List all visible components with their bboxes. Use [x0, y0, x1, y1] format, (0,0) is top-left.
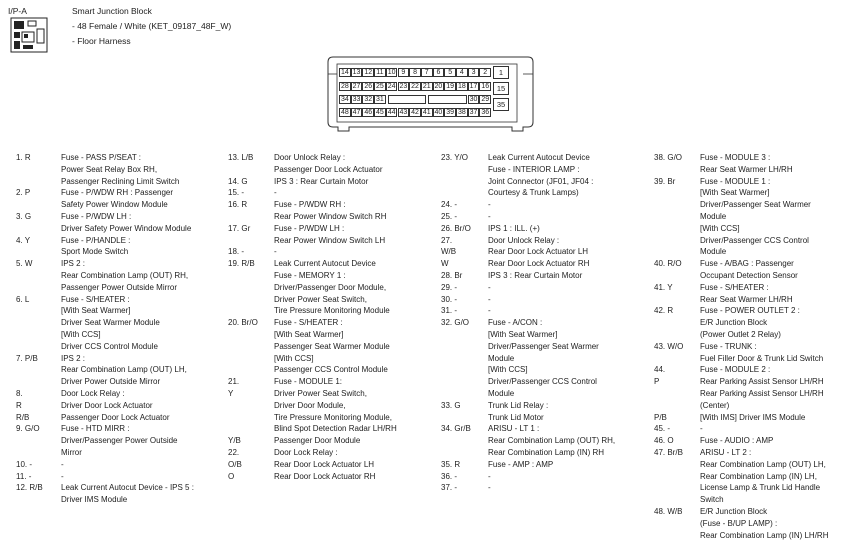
pin-description-line: Rear Power Window Switch LH [274, 235, 386, 245]
pin-description-line: Fuse - POWER OUTLET 2 : [700, 306, 800, 316]
pin-number: 26. Br/O [441, 223, 471, 233]
pin-description-line: Fuse - S/HEATER : [700, 282, 769, 292]
pin-description-line: Rear Door Lock Actuator RH [274, 471, 376, 481]
pin-description-line: Power Seat Relay Box RH, [61, 164, 158, 174]
pin-number: 24. - [441, 200, 458, 210]
connector-pin: 9 [398, 68, 410, 77]
pin-description-line: Driver IMS Module [61, 495, 128, 505]
pin-number: 42. R [654, 306, 674, 316]
pin-number: 27. [441, 235, 453, 245]
pin-description-line: - [488, 282, 491, 292]
pin-description-line: Rear Combination Lamp (OUT) RH, [488, 436, 616, 446]
pin-description-line: Rear Combination Lamp (IN) LH, [700, 471, 817, 481]
pin-description-line: - [700, 424, 703, 434]
pin-number: 19. R/B [228, 259, 255, 269]
pin-number: Y/B [228, 436, 241, 446]
pin-description-line: Fuel Filler Door & Trunk Lid Switch [700, 353, 824, 363]
pin-description-line: Fuse - P/WDW LH : [61, 212, 132, 221]
pin-number: 30. - [441, 294, 458, 304]
pin-number: 11. - [16, 471, 32, 481]
pin-description-line: [With IMS] Driver IMS Module [700, 412, 806, 422]
pin-description-line: [With Seat Warmer] [700, 188, 770, 198]
pin-description-line: [With CCS] [700, 223, 740, 233]
pin-description-line: Switch [700, 495, 724, 505]
pin-description-line: IPS 3 : Rear Curtain Motor [274, 176, 369, 186]
pin-description-line: IPS 2 : [61, 259, 86, 269]
connector-pin: 41 [422, 109, 431, 116]
pin-number: O/B [228, 459, 242, 469]
pin-number: 35. R [441, 459, 461, 469]
connector-pin: 28 [340, 83, 349, 90]
pin-number: 31. - [441, 306, 458, 316]
connector-pin: 34 [340, 96, 349, 103]
pin-number: 43. W/O [654, 341, 684, 351]
pin-description-line: Rear Power Window Switch RH [274, 212, 387, 221]
pin-description-line: Mirror [61, 448, 82, 457]
pin-number: 6. L [16, 294, 30, 304]
connector-pin: 38 [457, 109, 466, 116]
connector-pin-large: 35 [493, 98, 509, 111]
pin-number: 37. - [441, 483, 458, 493]
connector-pin-large: 1 [493, 66, 509, 79]
pin-number: R [16, 400, 22, 410]
connector-pin: 40 [434, 109, 443, 116]
pin-description-line: Leak Current Autocut Device [488, 153, 590, 162]
pin-number: 40. R/O [654, 259, 682, 269]
connector-title: Smart Junction Block [72, 6, 152, 16]
connector-pin: 37 [469, 109, 478, 116]
pin-number: 22. [228, 448, 240, 457]
pin-description-line: Passenger Door Module [274, 436, 361, 446]
pin-description-line: Driver/Passenger Seat Warmer [488, 341, 599, 351]
pin-number: 17. Gr [228, 223, 251, 233]
pin-description-line: Fuse - S/HEATER : [61, 294, 130, 304]
connector-pin: 4 [456, 68, 468, 77]
pin-description-line: Rear Seat Warmer LH/RH [700, 164, 793, 174]
pin-description-line: Fuse - MODULE 1: [274, 377, 343, 387]
pin-description-line: E/R Junction Block [700, 507, 768, 516]
pin-description-line: Driver Door Lock Actuator [61, 400, 153, 410]
pin-description-line: Courtesy & Trunk Lamps) [488, 188, 579, 198]
pin-description-line: ARISU - LT 1 : [488, 424, 540, 434]
connector-pin: 2 [479, 68, 491, 77]
connector-pin: 23 [399, 83, 408, 90]
connector-pin: 16 [481, 83, 490, 90]
pin-number: Y [228, 389, 234, 398]
pin-description-line: Module [488, 353, 515, 363]
connector-pin: 5 [444, 68, 456, 77]
connector-pin: 44 [387, 109, 396, 116]
pin-description-line: Rear Door Lock Actuator LH [488, 247, 589, 257]
pin-description-line: Driver/Passenger CCS Control [700, 235, 809, 245]
pin-description-line: Driver/Passenger Power Outside [61, 436, 178, 446]
pin-description-line: Driver Power Seat Switch, [274, 389, 367, 398]
pin-description-line: Fuse - MODULE 2 : [700, 365, 771, 375]
pin-description-line: Rear Combination Lamp (OUT) LH, [700, 459, 826, 469]
connector-pin: 22 [411, 83, 419, 90]
pin-description-line: [With Seat Warmer] [488, 330, 558, 339]
pin-number: 33. G [441, 400, 461, 410]
pin-number: 25. - [441, 212, 458, 221]
pin-description-line: IPS 2 : [61, 353, 86, 363]
connector-pin-large: 15 [493, 82, 509, 95]
pin-description-line: Driver Seat Warmer Module [61, 318, 160, 328]
harness-name: - Floor Harness [72, 36, 131, 46]
pin-number: 4. Y [16, 235, 31, 245]
location-thumbnail-icon [10, 17, 48, 53]
pin-number: 47. Br/B [654, 448, 683, 457]
pin-description-line: Fuse - P/WDW RH : Passenger [61, 188, 174, 198]
pin-number: 44. [654, 365, 666, 375]
pin-description-line: Joint Connector (JF01, JF04 : [488, 176, 594, 186]
connector-pin: 32 [364, 96, 373, 103]
connector-pin: 13 [352, 69, 361, 76]
pin-description-line: Passenger CCS Control Module [274, 365, 388, 375]
connector-pin: 30 [469, 96, 478, 103]
pin-number: 28. Br [441, 271, 463, 280]
pin-description-line: Fuse - P/WDW RH : [274, 200, 346, 210]
pin-description-line: Fuse - A/CON : [488, 318, 543, 328]
pin-number: 2. P [16, 188, 31, 198]
pin-description-line: Fuse - P/HANDLE : [61, 235, 131, 245]
pin-description-line: Fuse - TRUNK : [700, 341, 757, 351]
connector-face-diagram [327, 56, 534, 132]
connector-pin: 48 [340, 109, 349, 116]
pin-description-line: - [61, 471, 64, 481]
pin-number: 21. [228, 377, 240, 387]
pin-description-line: [With CCS] [274, 353, 314, 363]
pin-description-line: Rear Parking Assist Sensor LH/RH [700, 377, 824, 387]
connector-pin: 11 [374, 68, 386, 77]
connector-pin: 33 [352, 96, 361, 103]
connector-blank-slot [388, 95, 427, 104]
pin-description-line: Passenger Seat Warmer Module [274, 341, 390, 351]
pin-number: 16. R [228, 200, 248, 210]
pin-description-line: E/R Junction Block [700, 318, 768, 328]
pin-description-line: Rear Door Lock Actuator RH [488, 259, 590, 269]
connector-pin: 18 [457, 83, 466, 90]
connector-blank-slot [428, 95, 467, 104]
pin-description-line: Passenger Power Outside Mirror [61, 282, 178, 292]
connector-pin: 24 [387, 83, 396, 90]
connector-pin: 7 [421, 68, 433, 77]
connector-pin: 6 [433, 68, 445, 77]
pin-description-line: Trunk Lid Motor [488, 412, 544, 422]
pin-description-line: Driver CCS Control Module [61, 341, 158, 351]
pin-description-line: Door Unlock Relay : [274, 153, 346, 162]
pin-description-line: IPS 3 : Rear Curtain Motor [488, 271, 583, 280]
pin-number: 8. [16, 389, 23, 398]
connector-pin: 26 [364, 83, 373, 90]
pin-description-line: Fuse - AMP : AMP [488, 459, 554, 469]
pin-description-line: Rear Combination Lamp (IN) LH/RH [700, 530, 829, 540]
pin-description-line: (Fuse - B/UP LAMP) : [700, 518, 778, 528]
pin-description-line: Fuse - MODULE 3 : [700, 153, 771, 162]
pin-description-line: Driver Power Seat Switch, [274, 294, 367, 304]
pin-description-line: - [488, 471, 491, 481]
pin-description-line: Leak Current Autocut Device - IPS 5 : [61, 483, 194, 493]
pin-number: 1. R [16, 153, 31, 162]
connector-pin: 3 [468, 68, 480, 77]
pin-description-line: ARISU - LT 2 : [700, 448, 752, 457]
pin-number: 23. Y/O [441, 153, 468, 162]
pin-description-line: IPS 1 : ILL. (+) [488, 223, 540, 233]
pin-description-line: Safety Power Window Module [61, 200, 168, 210]
pin-number: P [654, 377, 660, 387]
pin-description-line: - [488, 306, 491, 316]
connector-pin: 14 [340, 69, 349, 76]
pin-description-line: Fuse - P/WDW LH : [274, 223, 345, 233]
pin-description-line: [With Seat Warmer] [274, 330, 344, 339]
pin-description-line: Module [488, 389, 515, 398]
pin-description-line: [With CCS] [488, 365, 528, 375]
pin-description-line: Driver Safety Power Window Module [61, 223, 192, 233]
pin-description-line: Driver/Passenger Door Module, [274, 282, 387, 292]
pin-description-line: Driver/Passenger CCS Control [488, 377, 597, 387]
pin-description-line: Leak Current Autocut Device [274, 259, 376, 269]
pin-number: 20. Br/O [228, 318, 258, 328]
pin-description-line: Passenger Door Lock Actuator [274, 164, 383, 174]
pin-number: 18. - [228, 247, 245, 257]
connector-pin: 39 [446, 109, 455, 116]
connector-pin: 46 [364, 109, 373, 116]
pin-number: 39. Br [654, 176, 676, 186]
pin-number: 48. W/B [654, 507, 683, 516]
pin-number: W [441, 259, 449, 269]
pin-number: 46. O [654, 436, 674, 446]
pin-description-line: (Center) [700, 400, 730, 410]
pin-description-line: Driver/Passenger Seat Warmer [700, 200, 811, 210]
pin-description-line: - [488, 212, 491, 221]
pin-description-line: Passenger Reclining Limit Switch [61, 176, 180, 186]
connector-pin: 20 [434, 83, 443, 90]
pin-number: 34. Gr/B [441, 424, 471, 434]
connector-pin: 31 [376, 96, 384, 103]
connector-pin: 17 [469, 83, 478, 90]
pin-number: R/B [16, 412, 30, 422]
pin-description-line: Driver Door Module, [274, 400, 346, 410]
pin-description-line: Rear Seat Warmer LH/RH [700, 294, 793, 304]
pin-description-line: Fuse - S/HEATER : [274, 318, 343, 328]
pin-description-line: Module [700, 247, 727, 257]
connector-pin: 47 [352, 109, 361, 116]
pin-number: W/B [441, 247, 457, 257]
pin-number: 15. - [228, 188, 245, 198]
connector-pin: 8 [409, 68, 421, 77]
connector-pin: 43 [399, 109, 408, 116]
pin-description-line: [With Seat Warmer] [61, 306, 131, 316]
pin-description-line: - [274, 188, 277, 198]
pin-number: 41. Y [654, 282, 673, 292]
pin-description-line: Fuse - PASS P/SEAT : [61, 153, 142, 162]
pin-number: O [228, 471, 235, 481]
connector-spec: - 48 Female / White (KET_09187_48F_W) [72, 21, 232, 31]
pin-description-line: Passenger Door Lock Actuator [61, 412, 170, 422]
connector-code: I/P-A [8, 6, 27, 16]
pin-description-line: Sport Mode Switch [61, 247, 129, 257]
connector-pin: 25 [376, 83, 384, 90]
pin-number: 5. W [16, 259, 33, 269]
pin-description-line: Fuse - INTERIOR LAMP : [488, 164, 580, 174]
pin-description-line: Door Lock Relay : [61, 389, 125, 398]
pin-description-line: Tire Pressure Monitoring Module [274, 306, 390, 316]
pin-description-line: Door Lock Relay : [274, 448, 338, 457]
pin-description-line: Module [700, 212, 727, 221]
pin-description-line: Fuse - A/BAG : Passenger [700, 259, 794, 269]
connector-pin: 21 [422, 83, 431, 90]
pin-description-line: Fuse - AUDIO : AMP [700, 436, 774, 446]
pin-number: 32. G/O [441, 318, 470, 328]
pin-number: 10. - [16, 459, 33, 469]
pin-description-line: [With CCS] [61, 330, 101, 339]
pin-number: 36. - [441, 471, 458, 481]
connector-pin: 12 [364, 69, 373, 76]
pin-number: 12. R/B [16, 483, 43, 493]
pin-description-line: Trunk Lid Relay : [488, 400, 549, 410]
pin-description-line: - [488, 294, 491, 304]
pin-number: 7. P/B [16, 353, 38, 363]
connector-pin: 45 [376, 109, 384, 116]
pin-number: 45. - [654, 424, 671, 434]
connector-pin: 10 [387, 69, 396, 76]
pin-description-line: Fuse - HTD MIRR : [61, 424, 130, 434]
pin-description-line: Rear Combination Lamp (IN) RH [488, 448, 605, 457]
pin-description-line: - [61, 459, 64, 469]
pin-description-line: Driver Power Outside Mirror [61, 377, 161, 387]
pin-description-line: (Power Outlet 2 Relay) [700, 330, 781, 339]
pin-description-line: Blind Spot Detection Radar LH/RH [274, 424, 397, 434]
pin-description-line: - [488, 200, 491, 210]
pin-description-line: Occupant Detection Sensor [700, 271, 798, 280]
connector-pin: 42 [411, 109, 419, 116]
pin-description-line: Rear Combination Lamp (OUT) LH, [61, 365, 187, 375]
connector-pin: 27 [352, 83, 361, 90]
pin-number: 3. G [16, 212, 32, 221]
pin-number: 38. G/O [654, 153, 683, 162]
pin-description-line: Rear Combination Lamp (OUT) RH, [61, 271, 189, 280]
pin-description-line: - [274, 247, 277, 257]
pin-description-line: - [488, 483, 491, 493]
pin-number: 13. L/B [228, 153, 254, 162]
pin-description-line: Rear Door Lock Actuator LH [274, 459, 375, 469]
pin-description-line: Rear Parking Assist Sensor LH/RH [700, 389, 824, 398]
pin-number: P/B [654, 412, 667, 422]
pin-description-line: Fuse - MEMORY 1 : [274, 271, 346, 280]
pin-number: 14. G [228, 176, 248, 186]
connector-pin: 36 [481, 109, 490, 116]
pin-number: 29. - [441, 282, 458, 292]
connector-pin: 29 [481, 96, 490, 103]
pin-description-line: License Lamp & Trunk Lid Handle [700, 483, 821, 493]
pin-number: 9. G/O [16, 424, 40, 434]
connector-pin: 19 [446, 83, 455, 90]
pin-description-line: Fuse - MODULE 1 : [700, 176, 771, 186]
pin-description-line: Door Unlock Relay : [488, 235, 560, 245]
pin-description-line: Tire Pressure Monitoring Module, [274, 412, 392, 422]
